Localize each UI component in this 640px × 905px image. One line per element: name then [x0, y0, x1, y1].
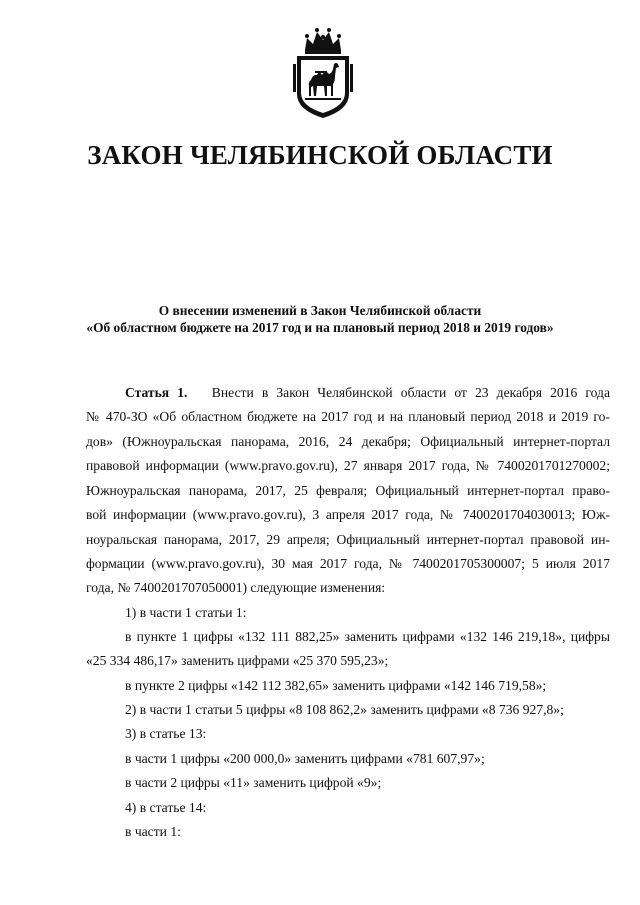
coat-of-arms-emblem: [293, 24, 353, 120]
amendment-item: 1) в части 1 статьи 1:: [125, 605, 247, 620]
article-first-line: [125, 384, 610, 401]
amendment-item: 2) в части 1 статьи 5 цифры «8 108 862,2» заменить цифрами «8 736 927,8»;: [125, 702, 564, 717]
article-label: Статья 1.: [125, 385, 188, 400]
paragraph-line: Южноуральская панорама, 2017, 25 февраля; Официальный интернет-портал право-: [86, 483, 610, 498]
amendment-item: в пункте 2 цифры «142 112 382,65» заменить цифрами «142 146 719,58»;: [125, 678, 547, 693]
amendment-item: в части 1:: [125, 824, 181, 839]
document-title: ЗАКОН ЧЕЛЯБИНСКОЙ ОБЛАСТИ: [87, 140, 553, 170]
amendment-item: в части 2 цифры «11» заменить цифрой «9»;: [125, 775, 382, 790]
article-first-line-text: Внести в Закон Челябинской области от 23 декабря 2016 года: [211, 385, 610, 400]
amendment-item: в пункте 1 цифры «132 111 882,25» заменить цифрами «132 146 219,18», цифры: [125, 629, 610, 644]
amendment-item: «25 334 486,17» заменить цифрами «25 370 595,23»;: [86, 653, 389, 668]
document-subtitle-line-2: «Об областном бюджете на 2017 год и на плановый период 2018 и 2019 годов»: [86, 320, 554, 335]
document-subtitle-line-1: О внесении изменений в Закон Челябинской области: [158, 303, 482, 318]
amendment-item: в части 1 цифры «200 000,0» заменить цифрами «781 607,97»;: [125, 751, 485, 766]
paragraph-line: правовой информации (www.pravo.gov.ru), 27 января 2017 года, № 7400201701270002;: [86, 458, 610, 473]
amendment-item: 3) в статье 13:: [125, 726, 207, 741]
paragraph-line: ноуральская панорама, 2017, 29 апреля; Официальный интернет-портал правовой ин-: [86, 532, 610, 547]
amendment-item: 4) в статье 14:: [125, 800, 207, 815]
paragraph-line: вой информации (www.pravo.gov.ru), 3 апреля 2017 года, № 7400201704030013; Юж-: [86, 507, 610, 522]
paragraph-line: № 470-ЗО «Об областном бюджете на 2017 год и на плановый период 2018 и 2019 го-: [86, 409, 610, 424]
paragraph-line: формации (www.pravo.gov.ru), 30 мая 2017 года, № 7400201705300007; 5 июля 2017: [86, 556, 610, 571]
paragraph-line: года, № 7400201707050001) следующие изменения:: [86, 580, 386, 595]
paragraph-line: дов» (Южноуральская панорама, 2016, 24 декабря; Официальный интернет-портал: [86, 434, 610, 449]
